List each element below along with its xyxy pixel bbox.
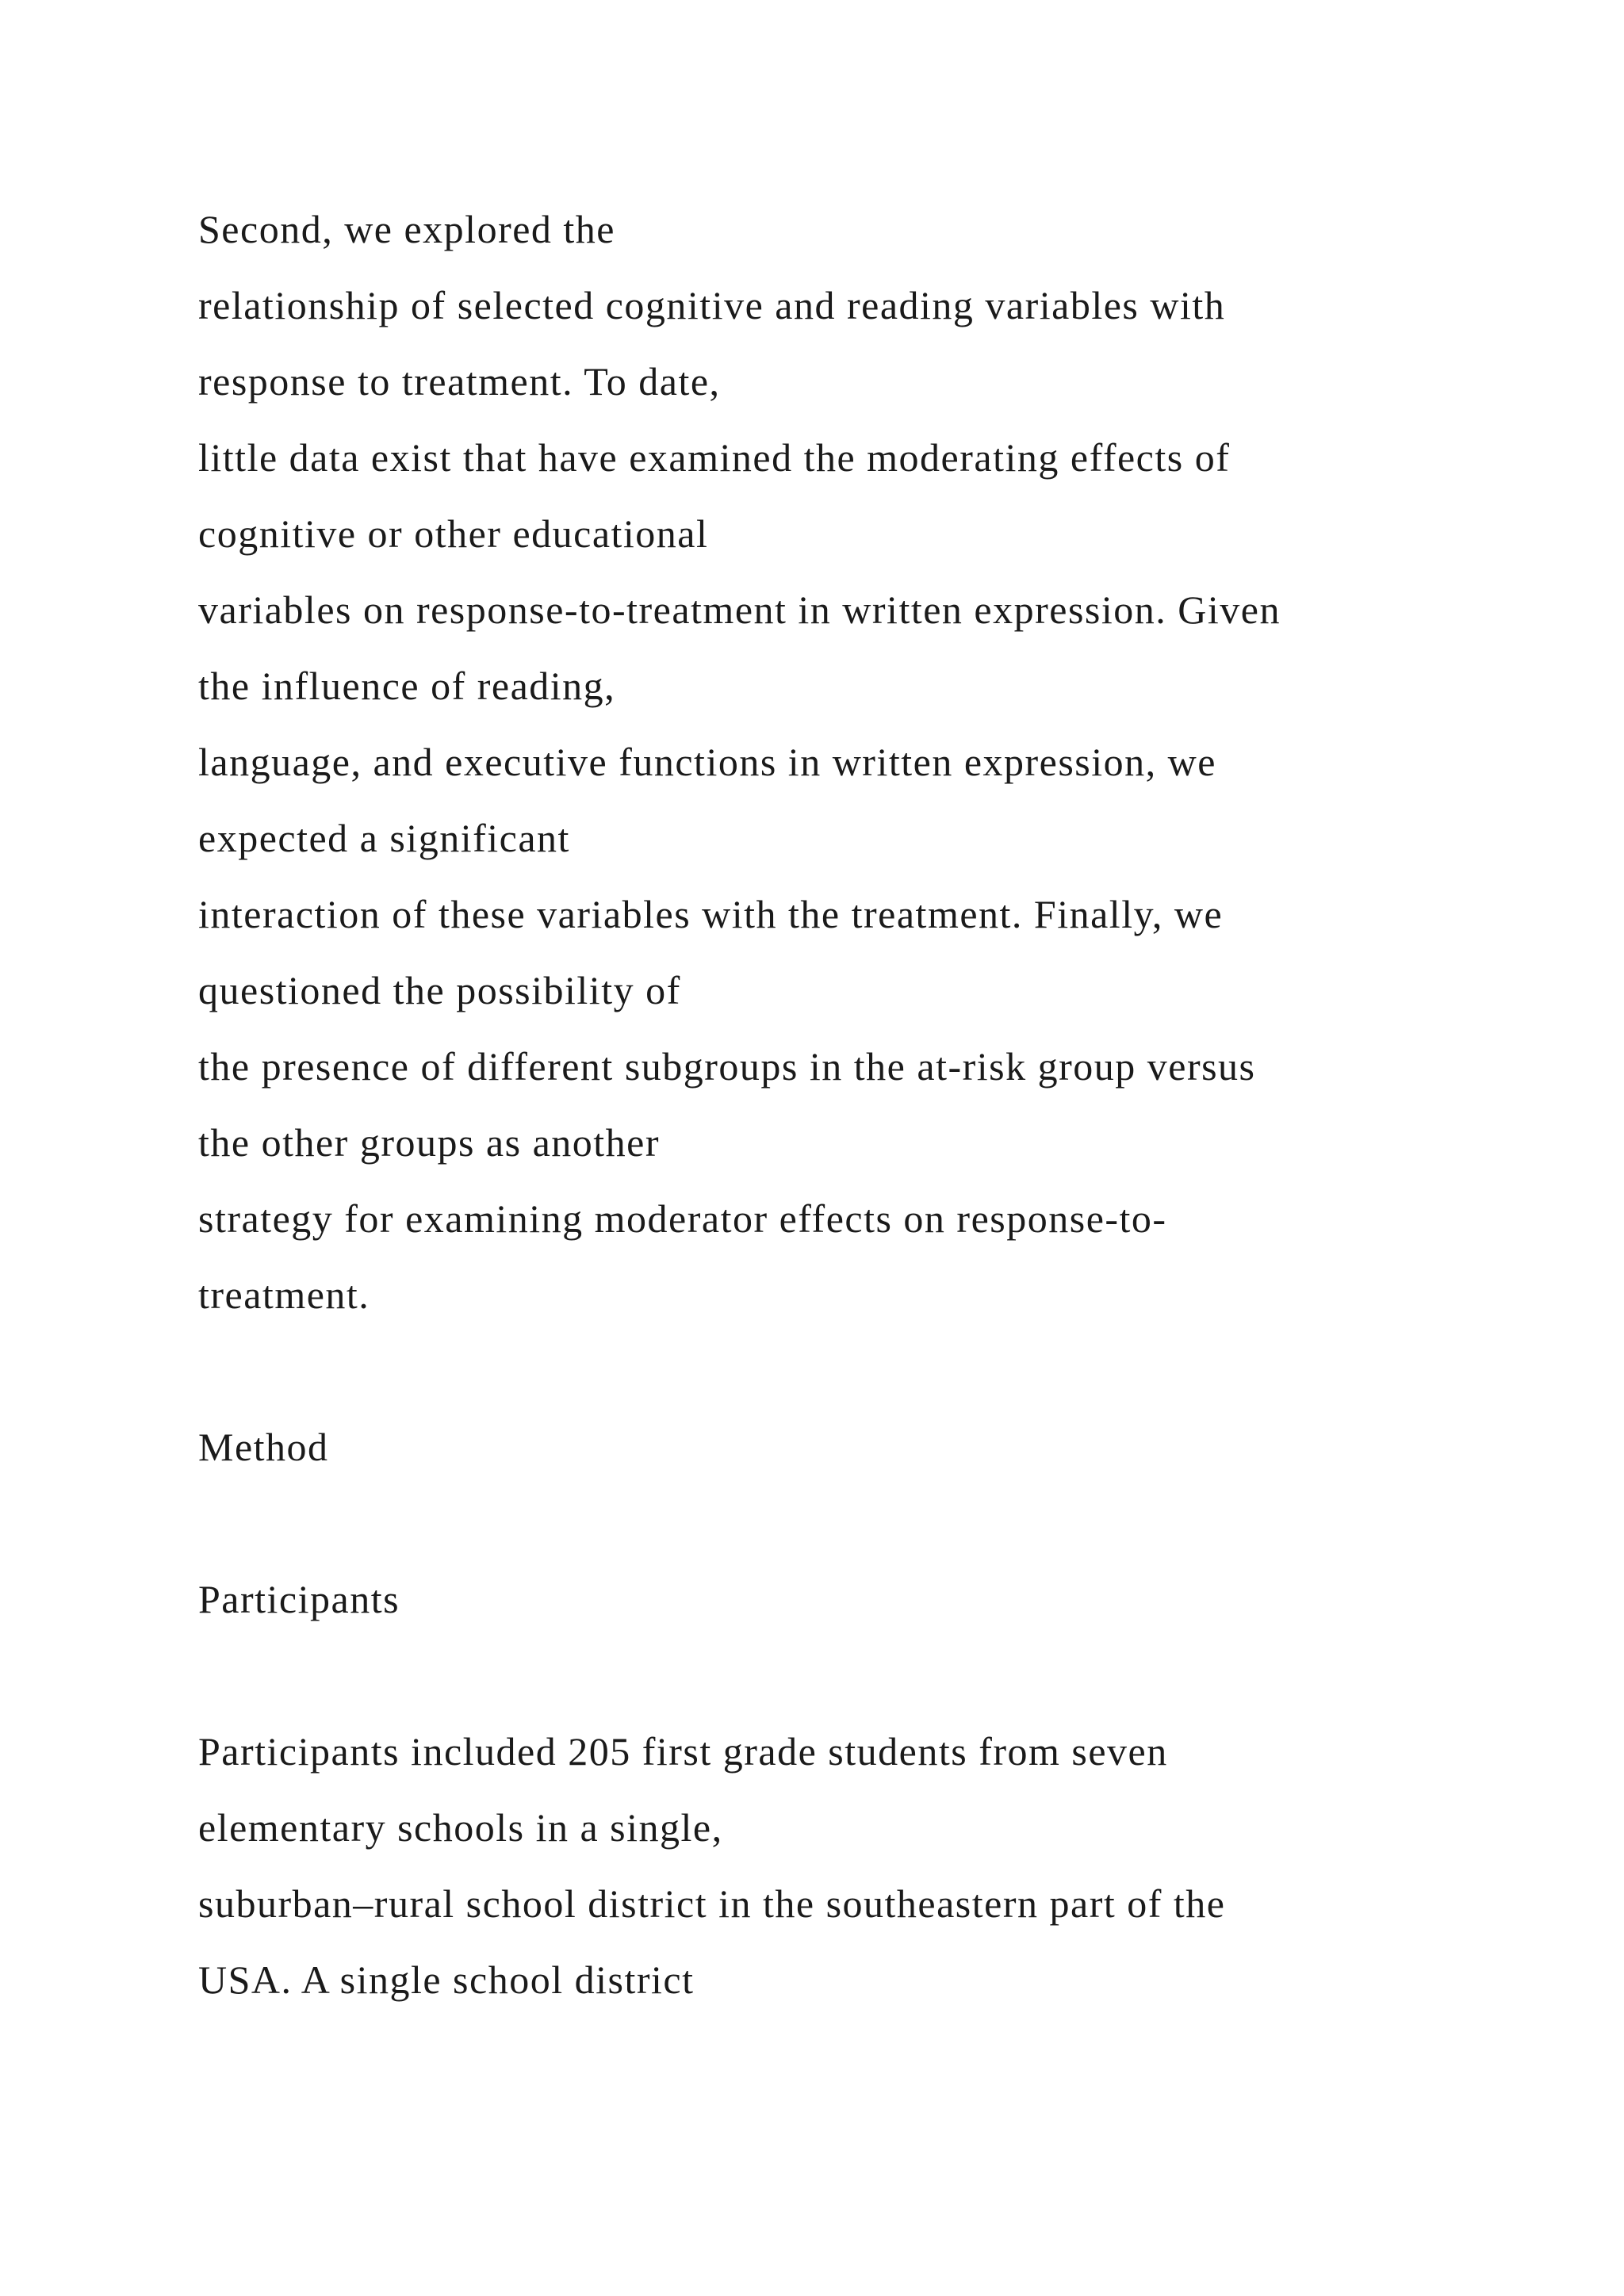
participants-paragraph [198, 1713, 1546, 2018]
intro-paragraph [198, 191, 1546, 1333]
paragraph-line: the presence of different subgroups in the at-risk group versus [198, 1044, 1256, 1089]
paragraph-line: suburban–rural school district in the southeastern part of the [198, 1881, 1226, 1926]
paragraph-line: relationship of selected cognitive and reading variables with [198, 283, 1226, 327]
paragraph-line: interaction of these variables with the treatment. Finally, we [198, 892, 1224, 936]
paragraph-line: the influence of reading, [198, 664, 616, 708]
section-heading-method: Method [198, 1425, 329, 1469]
paragraph-line: elementary schools in a single, [198, 1805, 723, 1850]
paragraph-line: USA. A single school district [198, 1957, 695, 2002]
paragraph-line: language, and executive functions in written expression, we [198, 740, 1216, 784]
paragraph-line: Participants included 205 first grade students from seven [198, 1729, 1168, 1774]
paragraph-spacer [198, 1485, 1546, 1561]
paragraph-line: expected a significant [198, 816, 570, 860]
subsection-heading-participants: Participants [198, 1577, 400, 1621]
paragraph-line: cognitive or other educational [198, 511, 709, 556]
paragraph-line: the other groups as another [198, 1120, 661, 1165]
paragraph-line: response to treatment. To date, [198, 359, 721, 404]
paragraph-line: variables on response-to-treatment in written expression. Given [198, 587, 1281, 632]
paragraph-line: questioned the possibility of [198, 968, 681, 1012]
paragraph-spacer [198, 1333, 1546, 1409]
paragraph-line: strategy for examining moderator effects on response-to- [198, 1196, 1167, 1241]
paragraph-line: treatment. [198, 1272, 370, 1317]
paragraph-line: little data exist that have examined the moderating effects of [198, 435, 1231, 480]
paragraph-spacer [198, 1637, 1546, 1713]
paragraph-line: Second, we explored the [198, 207, 616, 251]
document-body [198, 191, 1546, 2018]
